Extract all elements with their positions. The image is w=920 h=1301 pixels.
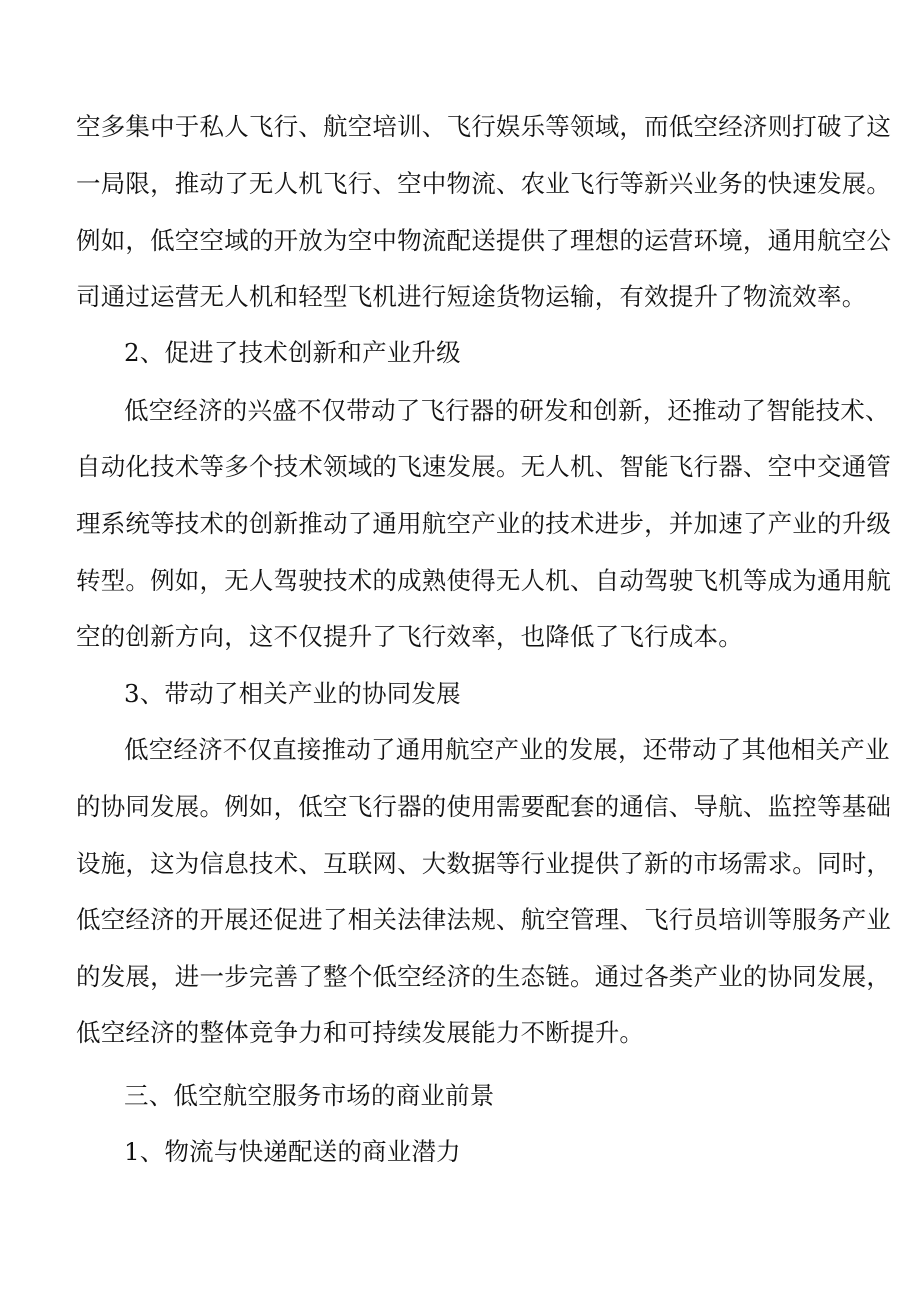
paragraph-line: 的协同发展。例如，低空飞行器的使用需要配套的通信、导航、监控等基础 xyxy=(76,792,892,821)
paragraph-line: 空的创新方向，这不仅提升了飞行效率，也降低了飞行成本。 xyxy=(76,622,743,651)
paragraph-line: 转型。例如，无人驾驶技术的成熟使得无人机、自动驾驶飞机等成为通用航 xyxy=(76,566,892,595)
paragraph-line: 司通过运营无人机和轻型飞机进行短途货物运输，有效提升了物流效率。 xyxy=(76,282,867,311)
paragraph-line: 例如，低空空域的开放为空中物流配送提供了理想的运营环境，通用航空公 xyxy=(76,226,892,255)
paragraph-line: 空多集中于私人飞行、航空培训、飞行娱乐等领域，而低空经济则打破了这 xyxy=(76,112,892,141)
paragraph-line: 低空经济的兴盛不仅带动了飞行器的研发和创新，还推动了智能技术、 xyxy=(124,396,890,425)
paragraph-line: 低空经济的开展还促进了相关法律法规、航空管理、飞行员培训等服务产业 xyxy=(76,905,892,934)
section-heading-2: 2、促进了技术创新和产业升级 xyxy=(124,338,461,367)
paragraph-line: 低空经济的整体竞争力和可持续发展能力不断提升。 xyxy=(76,1018,645,1047)
section-heading-3: 3、带动了相关产业的协同发展 xyxy=(124,679,461,708)
paragraph-line: 设施，这为信息技术、互联网、大数据等行业提供了新的市场需求。同时， xyxy=(76,849,892,878)
subsection-heading: 1、物流与快递配送的商业潜力 xyxy=(124,1137,461,1166)
paragraph-line: 的发展，进一步完善了整个低空经济的生态链。通过各类产业的协同发展， xyxy=(76,962,892,991)
paragraph-line: 理系统等技术的创新推动了通用航空产业的技术进步，并加速了产业的升级 xyxy=(76,509,892,538)
paragraph-line: 自动化技术等多个技术领域的飞速发展。无人机、智能飞行器、空中交通管 xyxy=(76,452,892,481)
paragraph-line: 一局限，推动了无人机飞行、空中物流、农业飞行等新兴业务的快速发展。 xyxy=(76,169,892,198)
chapter-heading: 三、低空航空服务市场的商业前景 xyxy=(124,1081,495,1110)
paragraph-line: 低空经济不仅直接推动了通用航空产业的发展，还带动了其他相关产业 xyxy=(124,735,890,764)
